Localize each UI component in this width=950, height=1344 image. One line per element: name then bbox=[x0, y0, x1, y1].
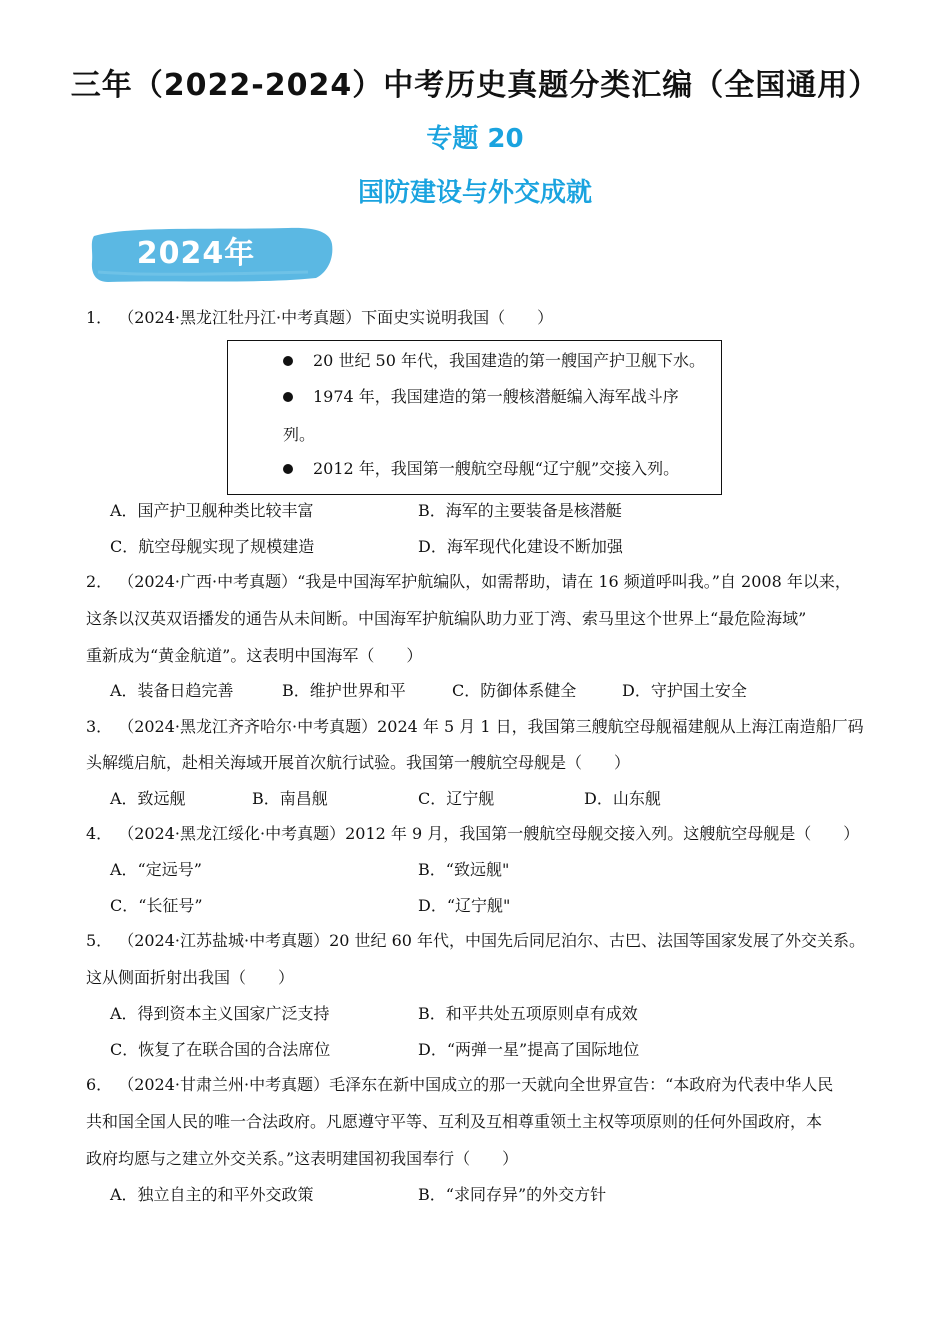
year-badge bbox=[88, 222, 334, 286]
bullet-icon bbox=[283, 464, 293, 474]
question-5-line-2: 这从侧面折射出我国（ ） bbox=[86, 968, 295, 987]
question-3-line-2: 头解缆启航，赴相关海域开展首次航行试验。我国第一艘航空母舰是（ ） bbox=[86, 753, 631, 772]
question-number: 1． bbox=[86, 308, 113, 327]
question-1-option-c[interactable]: C．航空母舰实现了规模建造 bbox=[110, 537, 315, 556]
year-label: 2024年 bbox=[136, 236, 256, 271]
question-1-option-d[interactable]: D．海军现代化建设不断加强 bbox=[418, 537, 623, 556]
topic-name: 国防建设与外交成就 bbox=[357, 178, 592, 208]
question-number: 5． bbox=[86, 931, 113, 950]
box-bullet-2: 1974 年，我国建造的第一艘核潜艇编入海军战斗序 bbox=[313, 387, 679, 406]
question-2-line-3: 重新成为“黄金航道”。这表明中国海军（ ） bbox=[86, 646, 423, 665]
question-2-option-b[interactable]: B．维护世界和平 bbox=[282, 681, 406, 700]
question-2-option-d[interactable]: D．守护国土安全 bbox=[622, 681, 747, 700]
question-4-option-a[interactable]: A．“定远号” bbox=[110, 860, 202, 879]
question-3-option-c[interactable]: C．辽宁舰 bbox=[418, 789, 495, 808]
question-6-line-2: 共和国全国人民的唯一合法政府。凡愿遵守平等、互利及互相尊重领土主权等项原则的任何外国政府，本 bbox=[86, 1112, 823, 1131]
question-3-option-d[interactable]: D．山东舰 bbox=[584, 789, 661, 808]
question-4-option-d[interactable]: D．“辽宁舰" bbox=[418, 896, 511, 915]
question-1-option-a[interactable]: A．国产护卫舰种类比较丰富 bbox=[110, 501, 314, 520]
question-4-option-c[interactable]: C．“长征号” bbox=[110, 896, 203, 915]
box-bullet-3: 2012 年，我国第一艘航空母舰“辽宁舰”交接入列。 bbox=[313, 459, 680, 478]
question-2-option-a[interactable]: A．装备日趋完善 bbox=[110, 681, 234, 700]
question-2-option-c[interactable]: C．防御体系健全 bbox=[452, 681, 577, 700]
box-bullet-1: 20 世纪 50 年代，我国建造的第一艘国产护卫舰下水。 bbox=[313, 351, 705, 370]
question-1-line-1: 1． （2024·黑龙江牡丹江·中考真题）下面史实说明我国（ ） bbox=[86, 308, 554, 327]
topic-number: 专题 20 bbox=[426, 124, 524, 154]
question-5-option-b[interactable]: B．和平共处五项原则卓有成效 bbox=[418, 1004, 638, 1023]
bullet-icon bbox=[283, 392, 293, 402]
question-5-option-a[interactable]: A．得到资本主义国家广泛支持 bbox=[110, 1004, 330, 1023]
question-5-option-d[interactable]: D．“两弹一星”提高了国际地位 bbox=[418, 1040, 640, 1059]
document-title: 三年（2022-2024）中考历史真题分类汇编（全国通用） bbox=[70, 68, 880, 103]
question-4-option-b[interactable]: B．“致远舰" bbox=[418, 860, 510, 879]
question-number: 3． bbox=[86, 717, 113, 736]
question-number: 6． bbox=[86, 1075, 113, 1094]
question-1-source-box bbox=[227, 340, 722, 495]
question-number: 2． bbox=[86, 572, 113, 591]
question-number: 4． bbox=[86, 824, 113, 843]
question-2-line-1: 2． （2024·广西·中考真题）“我是中国海军护航编队，如需帮助，请在 16 频道呼叫我。”自 2008 年以来， bbox=[86, 572, 851, 591]
question-3-line-1: 3． （2024·黑龙江齐齐哈尔·中考真题）2024 年 5 月 1 日，我国第三艘航空母舰福建舰从上海江南造船厂码 bbox=[86, 717, 864, 736]
bullet-icon bbox=[283, 356, 293, 366]
question-2-line-2: 这条以汉英双语播发的通告从未间断。中国海军护航编队助力亚丁湾、索马里这个世界上“最危险海域” bbox=[86, 609, 807, 628]
question-5-line-1: 5． （2024·江苏盐城·中考真题）20 世纪 60 年代，中国先后同尼泊尔、古巴、法国等国家发展了外交关系。 bbox=[86, 931, 866, 950]
question-6-line-3: 政府均愿与之建立外交关系。”这表明建国初我国奉行（ ） bbox=[86, 1149, 519, 1168]
question-3-option-a[interactable]: A．致远舰 bbox=[110, 789, 186, 808]
question-4-line-1: 4． （2024·黑龙江绥化·中考真题）2012 年 9 月，我国第一艘航空母舰交接入列。这艘航空母舰是（ ） bbox=[86, 824, 860, 843]
question-1-option-b[interactable]: B．海军的主要装备是核潜艇 bbox=[418, 501, 622, 520]
question-6-line-1: 6． （2024·甘肃兰州·中考真题）毛泽东在新中国成立的那一天就向全世界宣告：“本政府为代表中华人民 bbox=[86, 1075, 834, 1094]
question-6-option-a[interactable]: A．独立自主的和平外交政策 bbox=[110, 1185, 314, 1204]
question-3-option-b[interactable]: B．南昌舰 bbox=[252, 789, 328, 808]
question-5-option-c[interactable]: C．恢复了在联合国的合法席位 bbox=[110, 1040, 331, 1059]
box-bullet-2-continued: 列。 bbox=[283, 425, 316, 444]
question-6-option-b[interactable]: B．“求同存异”的外交方针 bbox=[418, 1185, 607, 1204]
